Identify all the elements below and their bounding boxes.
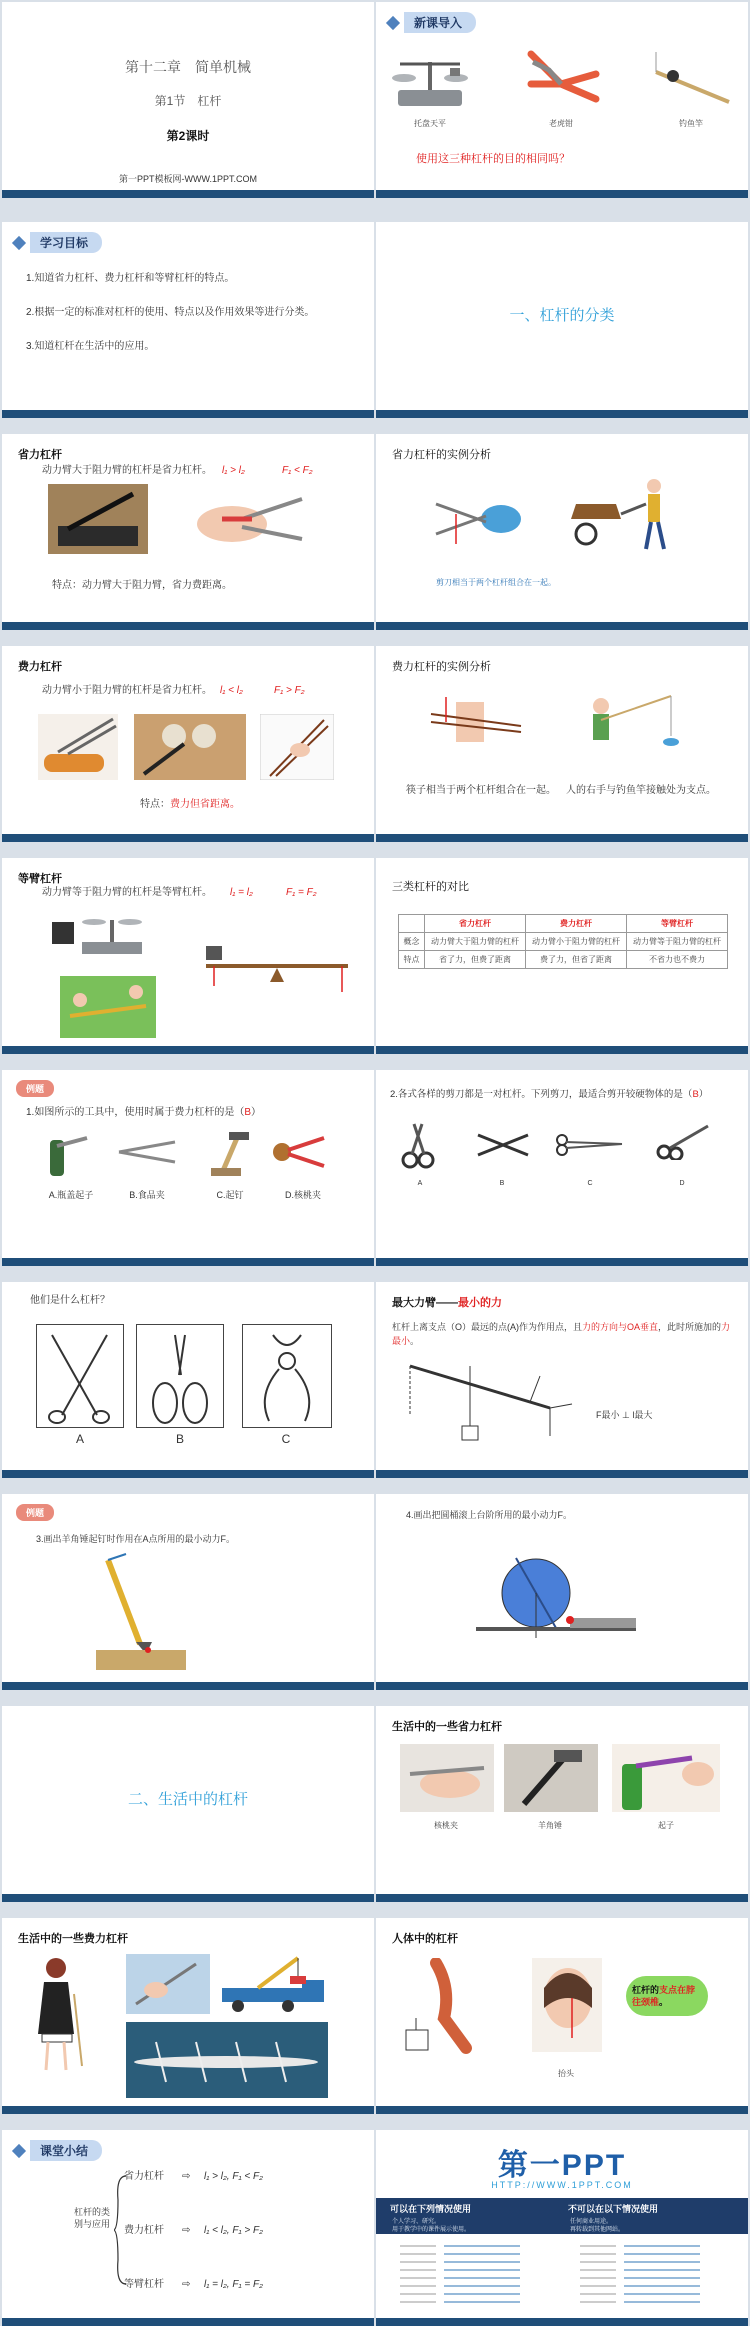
bubble-text: 。 xyxy=(659,1997,669,2007)
formula-arms: l₁ = l₂ xyxy=(230,887,253,898)
scissors-b-icon xyxy=(137,1325,223,1427)
question-text: 他们是什么杠杆？ xyxy=(30,1295,110,1306)
section-header xyxy=(14,2140,102,2161)
scissors-a-icon xyxy=(37,1325,123,1427)
slide-bottom-bar xyxy=(2,2318,374,2326)
slide-life-force-costing[interactable] xyxy=(2,1918,374,2114)
table-cell: 动力臂等于阻力臂的杠杆 xyxy=(626,933,727,951)
option-label[interactable]: B.食品夹 xyxy=(129,1190,165,1200)
slide-bottom-bar xyxy=(2,1894,374,1902)
bubble-highlight: 支点在脖往颈椎 xyxy=(632,1985,696,2007)
lever-cutter-photo xyxy=(48,484,148,554)
pliers-c-icon xyxy=(243,1325,331,1427)
question-text xyxy=(26,1106,261,1120)
slide-bottom-bar xyxy=(2,1470,374,1478)
rod-label: 钓鱼竿 xyxy=(679,119,703,128)
feature-label: 特点： xyxy=(140,799,170,810)
slide-title: 生活中的一些省力杠杆 xyxy=(392,1721,502,1733)
option-label[interactable]: D xyxy=(679,1180,685,1187)
table-header-cell: 费力杠杆 xyxy=(526,915,627,933)
slide-life-force-saving[interactable] xyxy=(376,1706,748,1902)
scissors-caption: 剪刀相当于两个杠杆组合在一起。 xyxy=(436,578,556,587)
arrow-icon: ⇨ xyxy=(182,2225,191,2236)
principle-part: 。 xyxy=(410,1336,420,1346)
chopsticks-photo xyxy=(260,714,334,780)
slide-bottom-bar xyxy=(376,1682,748,1690)
seesaw-photo xyxy=(60,976,156,1038)
question-text: 4.画出把圆桶滚上台阶所用的最小动力F。 xyxy=(406,1510,573,1520)
chapter-title: 第十二章 简单机械 xyxy=(125,59,251,75)
answer-text: B xyxy=(244,1107,252,1118)
scissors-diagram xyxy=(426,484,526,554)
arrow-icon: ⇨ xyxy=(182,2279,191,2290)
goal-item: 2.根据一定的标准对杠杆的使用、特点以及作用效果等进行分类。 xyxy=(26,307,315,318)
crane-truck-icon xyxy=(218,1954,328,2016)
principle-highlight: 力的方向与OA垂直 xyxy=(582,1322,659,1332)
table-cell: 省了力，但费了距离 xyxy=(425,951,526,969)
slide-bottom-bar xyxy=(2,1682,374,1690)
slide-bottom-bar xyxy=(376,2106,748,2114)
question-body: 2.各式各样的剪刀都是一对杠杆。下列剪刀，最适合剪开较硬物体的是（ xyxy=(390,1089,693,1100)
tool-b-frame xyxy=(136,1324,224,1428)
option-label[interactable]: A xyxy=(75,1432,84,1446)
claw-hammer-icon xyxy=(207,1128,257,1178)
slide-bottom-bar xyxy=(376,1894,748,1902)
question-end: ） xyxy=(698,1089,709,1100)
forbidden-item: 任何商业用途。 xyxy=(570,2219,613,2225)
slide-bottom-bar xyxy=(376,1046,748,1054)
slide-title: 省力杠杆的实例分析 xyxy=(392,449,491,461)
allowed-title: 可以在下列情况使用 xyxy=(390,2204,472,2214)
nutcracker-icon xyxy=(270,1130,326,1174)
fisherman-diagram xyxy=(581,686,681,762)
option-label[interactable]: C.起钉 xyxy=(216,1190,244,1200)
principle-part: 杠杆上离支点（O）最远的点(A)作为作用点，且 xyxy=(392,1322,582,1332)
slide-bottom-bar xyxy=(376,1258,748,1266)
question-text xyxy=(390,1088,708,1102)
slide-force-saving-example[interactable] xyxy=(376,434,748,630)
slide-bottom-bar xyxy=(2,622,374,630)
table-cell: 动力臂大于阻力臂的杠杆 xyxy=(425,933,526,951)
photo-label: 羊角锤 xyxy=(538,1821,562,1830)
diamond-icon xyxy=(386,15,400,29)
section-title: 一、杠杆的分类 xyxy=(509,307,615,324)
forbidden-title: 不可以在以下情况使用 xyxy=(568,2204,659,2214)
slide-title: 省力杠杆 xyxy=(18,449,62,461)
head-lift-photo xyxy=(532,1958,602,2052)
answer-text: B xyxy=(692,1089,699,1100)
option-label[interactable]: D.核桃夹 xyxy=(284,1190,321,1200)
balance-label: 托盘天平 xyxy=(414,119,446,128)
link-list-placeholder xyxy=(390,2240,734,2316)
scissors-a-icon xyxy=(398,1120,438,1170)
food-tongs-icon xyxy=(117,1132,177,1172)
photo-label: 抬头 xyxy=(558,2069,574,2078)
nutcracker-photo xyxy=(400,1744,494,1812)
slide-comparison[interactable] xyxy=(376,858,748,1054)
slide-bottom-bar xyxy=(376,622,748,630)
hand-pliers-photo xyxy=(192,489,312,549)
arm-muscle-diagram xyxy=(396,1958,486,2068)
formula-forces: F₁ > F₂ xyxy=(274,685,305,696)
formula-arms: l₁ > l₂ xyxy=(222,465,245,476)
slide-bottom-bar xyxy=(376,410,748,418)
question-body: 1.如图所示的工具中，使用时属于费力杠杆的是（ xyxy=(26,1107,245,1118)
table-header-cell: 省力杠杆 xyxy=(425,915,526,933)
slide-intro[interactable] xyxy=(376,2,748,198)
slide-title: 三类杠杆的对比 xyxy=(392,881,469,893)
principle-text xyxy=(392,1320,732,1348)
allowed-item: 用于教学中的课件展示使用。 xyxy=(392,2227,471,2233)
option-label[interactable]: C xyxy=(587,1180,593,1187)
summary-formula: l₁ = l₂, F₁ = F₂ xyxy=(204,2279,263,2290)
website-label: 第一PPT模板网-WWW.1PPT.COM xyxy=(119,174,257,184)
comparison-table xyxy=(398,914,728,969)
summary-formula: l₁ > l₂, F₁ < F₂ xyxy=(204,2171,263,2182)
tool-a-frame xyxy=(36,1324,124,1428)
formula-text: F最小 ⊥ l最大 xyxy=(596,1410,653,1420)
definition-text: 动力臂等于阻力臂的杠杆是等臂杠杆。 xyxy=(42,887,212,898)
table-cell: 特点 xyxy=(399,951,425,969)
slide-title: 等臂杠杆 xyxy=(18,873,62,885)
option-label[interactable]: A.瓶盖起子 xyxy=(48,1190,94,1200)
claw-hammer-diagram xyxy=(96,1550,186,1670)
slide-bottom-bar xyxy=(2,2106,374,2114)
slide-bottom-bar xyxy=(2,410,374,418)
bottle-opener-photo xyxy=(612,1744,720,1812)
slide-bottom-bar xyxy=(2,1258,374,1266)
section-title: 第1节 杠杆 xyxy=(154,94,222,108)
slide-bottom-bar xyxy=(376,834,748,842)
slide-example-3[interactable] xyxy=(2,1494,374,1690)
speech-bubble xyxy=(626,1976,708,2016)
slide-body-levers[interactable] xyxy=(376,1918,748,2114)
balance-photo xyxy=(52,908,148,956)
fisherman-caption: 人的右手与钓鱼竿接触处为支点。 xyxy=(566,785,716,796)
wheelbarrow-diagram xyxy=(566,474,676,554)
table-header-cell xyxy=(399,915,425,933)
slide-bottom-bar xyxy=(2,190,374,198)
allowed-item: 个人学习、研究。 xyxy=(392,2219,441,2225)
slide-section-classification[interactable] xyxy=(376,222,748,418)
definition-text: 动力臂大于阻力臂的杠杆是省力杠杆。 xyxy=(42,465,212,476)
slide-force-costing-example[interactable] xyxy=(376,646,748,842)
slide-branding[interactable] xyxy=(376,2130,748,2326)
slide-what-levers[interactable] xyxy=(2,1282,374,1478)
slide-example-1[interactable] xyxy=(2,1070,374,1266)
chopsticks-diagram xyxy=(426,692,526,758)
summary-branch: 省力杠杆 xyxy=(124,2171,164,2182)
feature-value: 费力但省距离。 xyxy=(170,799,240,810)
principle-part: ，此时所施加的 xyxy=(658,1322,722,1332)
fishing-rod-icon xyxy=(651,42,731,112)
title-prefix: 最大力臂—— xyxy=(392,1297,458,1309)
section-header xyxy=(388,12,476,33)
claw-hammer-photo xyxy=(504,1744,598,1812)
slide-bottom-bar xyxy=(2,834,374,842)
slide-bottom-bar xyxy=(2,1046,374,1054)
table-cell: 不省力也不费力 xyxy=(626,951,727,969)
table-row xyxy=(399,933,728,951)
photo-label: 起子 xyxy=(658,1821,674,1830)
scissors-b-icon xyxy=(476,1130,530,1160)
title-highlight: 最小的力 xyxy=(458,1297,502,1309)
forbidden-item: 再转载到其他网站。 xyxy=(570,2227,625,2233)
slide-example-2[interactable] xyxy=(376,1070,748,1266)
table-header-cell: 等臂杠杆 xyxy=(626,915,727,933)
header-label: 新课导入 xyxy=(404,12,476,33)
feature-text: 特点：动力臂大于阻力臂，省力费距离。 xyxy=(52,580,232,591)
slide-force-costing-lever[interactable] xyxy=(2,646,374,842)
summary-branch: 费力杠杆 xyxy=(124,2225,164,2236)
bubble-text: 杠杆的 xyxy=(632,1985,660,1995)
example-badge: 例题 xyxy=(16,1504,54,1521)
barrel-step-diagram xyxy=(476,1538,636,1658)
lesson-title: 第2课时 xyxy=(166,129,210,143)
option-label[interactable]: B xyxy=(499,1180,505,1187)
slide-title: 生活中的一些费力杠杆 xyxy=(18,1933,128,1945)
option-label[interactable]: B xyxy=(175,1432,184,1446)
feature-text xyxy=(140,798,240,812)
summary-formula: l₁ < l₂, F₁ > F₂ xyxy=(204,2225,263,2236)
diamond-icon xyxy=(12,2143,26,2157)
pliers-label: 老虎钳 xyxy=(549,119,573,128)
goal-item: 1.知道省力杠杆、费力杠杆和等臂杠杆的特点。 xyxy=(26,273,235,284)
slide-summary[interactable] xyxy=(2,2130,374,2326)
summary-root: 杠杆的类别与应用 xyxy=(74,2207,111,2229)
formula-arms: l₁ < l₂ xyxy=(220,685,243,696)
slide-force-saving-lever[interactable] xyxy=(2,434,374,630)
food-clip-photo xyxy=(134,714,246,780)
summary-branch: 等臂杠杆 xyxy=(124,2279,164,2290)
slide-min-force[interactable] xyxy=(376,1282,748,1478)
table-cell: 概念 xyxy=(399,933,425,951)
header-label: 学习目标 xyxy=(30,232,102,253)
formula-forces: F₁ = F₂ xyxy=(286,887,317,898)
example-badge: 例题 xyxy=(16,1080,54,1097)
broom-woman-icon xyxy=(34,1954,84,2074)
bottle-opener-icon xyxy=(42,1130,92,1180)
pliers-icon xyxy=(521,44,601,114)
slide-bottom-bar xyxy=(376,190,748,198)
table-cell: 费了力，但省了距离 xyxy=(526,951,627,969)
table-row xyxy=(399,951,728,969)
principle-highlight: 力最小 xyxy=(392,1322,731,1346)
slide-title[interactable] xyxy=(2,2,374,198)
lever-force-diagram xyxy=(400,1356,580,1456)
brand-logo: 第一PPT xyxy=(497,2149,627,2182)
definition-text: 动力臂小于阻力臂的杠杆是省力杠杆。 xyxy=(42,685,212,696)
header-label: 课堂小结 xyxy=(30,2140,102,2161)
balance-scale-icon xyxy=(390,42,470,112)
slide-title: 人体中的杠杆 xyxy=(392,1933,458,1945)
slide-title: 费力杠杆 xyxy=(18,661,62,673)
intro-question: 使用这三种杠杆的目的相同吗？ xyxy=(416,153,570,165)
chopsticks-caption: 筷子相当于两个杠杆组合在一起。 xyxy=(406,785,556,796)
slide-title: 费力杠杆的实例分析 xyxy=(392,661,491,673)
seesaw-diagram xyxy=(202,942,352,1012)
question-text: 3.画出羊角锤起钉时作用在A点所用的最小动力F。 xyxy=(36,1534,236,1544)
tool-c-frame xyxy=(242,1324,332,1428)
slide-section-life[interactable] xyxy=(2,1706,374,1902)
diamond-icon xyxy=(12,235,26,249)
option-label[interactable]: C xyxy=(281,1432,291,1446)
question-end: ） xyxy=(251,1107,262,1118)
table-cell: 动力臂小于阻力臂的杠杆 xyxy=(526,933,627,951)
slide-example-4[interactable] xyxy=(376,1494,748,1690)
scissors-c-icon xyxy=(554,1132,624,1156)
option-label[interactable]: A xyxy=(417,1180,423,1187)
photo-label: 核桃夹 xyxy=(434,1821,458,1830)
scissors-d-icon xyxy=(654,1120,710,1160)
slide-bottom-bar xyxy=(376,1470,748,1478)
section-header xyxy=(14,232,102,253)
slide-bottom-bar xyxy=(376,2318,748,2326)
tweezers-photo xyxy=(126,1954,210,2014)
section-title: 二、生活中的杠杆 xyxy=(127,1791,248,1808)
table-header-row xyxy=(399,915,728,933)
tongs-photo xyxy=(38,714,118,780)
brand-url[interactable]: HTTP://WWW.1PPT.COM xyxy=(491,2180,633,2190)
slide-goals[interactable] xyxy=(2,222,374,418)
slide-title xyxy=(392,1294,502,1310)
arrow-icon: ⇨ xyxy=(182,2171,191,2182)
rowing-boat-photo xyxy=(126,2022,328,2098)
slide-equal-arm-lever[interactable] xyxy=(2,858,374,1054)
formula-forces: F₁ < F₂ xyxy=(282,465,313,476)
goal-item: 3.知道杠杆在生活中的应用。 xyxy=(26,341,155,352)
